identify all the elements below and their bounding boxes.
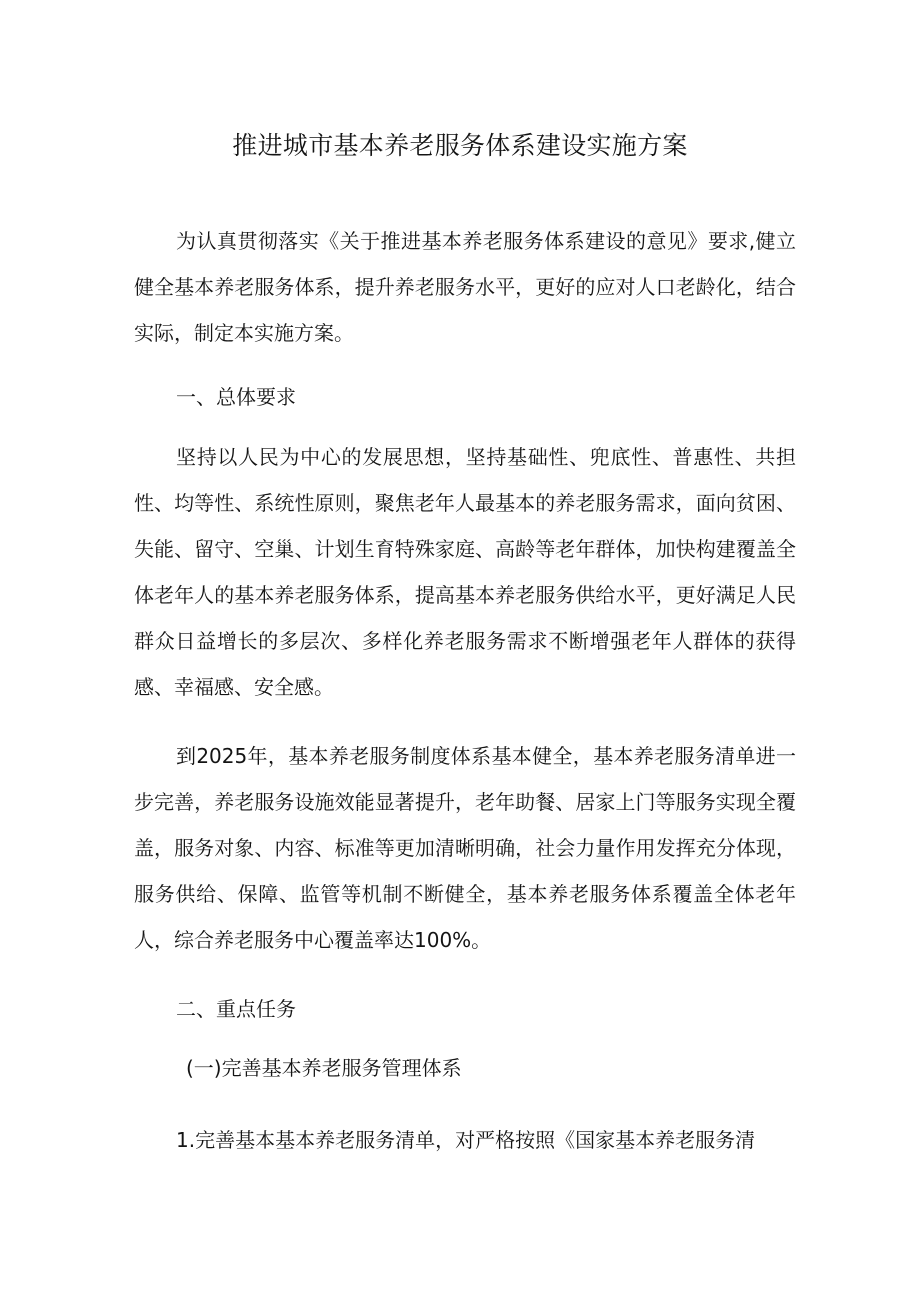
subsection-heading-management-system: (一)完善基本养老服务管理体系 <box>186 1056 462 1080</box>
section-heading-general-requirements: 一、总体要求 <box>176 385 296 409</box>
intro-paragraph: 为认真贯彻落实《关于推进基本养老服务体系建设的意见》要求,健立健全基本养老服务体系，提升养老服务水平，更好的应对人口老龄化，结合实际，制定本实施方案。 <box>134 229 796 345</box>
section-heading-key-tasks: 二、重点任务 <box>176 997 296 1021</box>
document-title: 推进城市基本养老服务体系建设实施方案 <box>232 131 688 160</box>
target-2025-paragraph: 到2025年，基本养老服务制度体系基本健全，基本养老服务清单进一步完善，养老服务设施效能显著提升，老年助餐、居家上门等服务实现全覆盖，服务对象、内容、标准等更加清晰明确，社会力量作用发挥充分体现，服务供给、保障、监管等机制不断健全，基本养老服务体系覆盖全体老年人，综合养老服务中心覆盖率达100%。 <box>134 744 796 952</box>
task-item-1-paragraph: 1.完善基本基本养老服务清单，对严格按照《国家基本养老服务清 <box>176 1128 756 1152</box>
general-requirements-paragraph: 坚持以人民为中心的发展思想，坚持基础性、兜底性、普惠性、共担性、均等性、系统性原则，聚焦老年人最基本的养老服务需求，面向贫困、失能、留守、空巢、计划生育特殊家庭、高龄等老年群体，加快构建覆盖全体老年人的基本养老服务体系，提高基本养老服务供给水平，更好满足人民群众日益增长的多层次、多样化养老服务需求不断增强老年人群体的获得感、幸福感、安全感。 <box>134 445 796 699</box>
